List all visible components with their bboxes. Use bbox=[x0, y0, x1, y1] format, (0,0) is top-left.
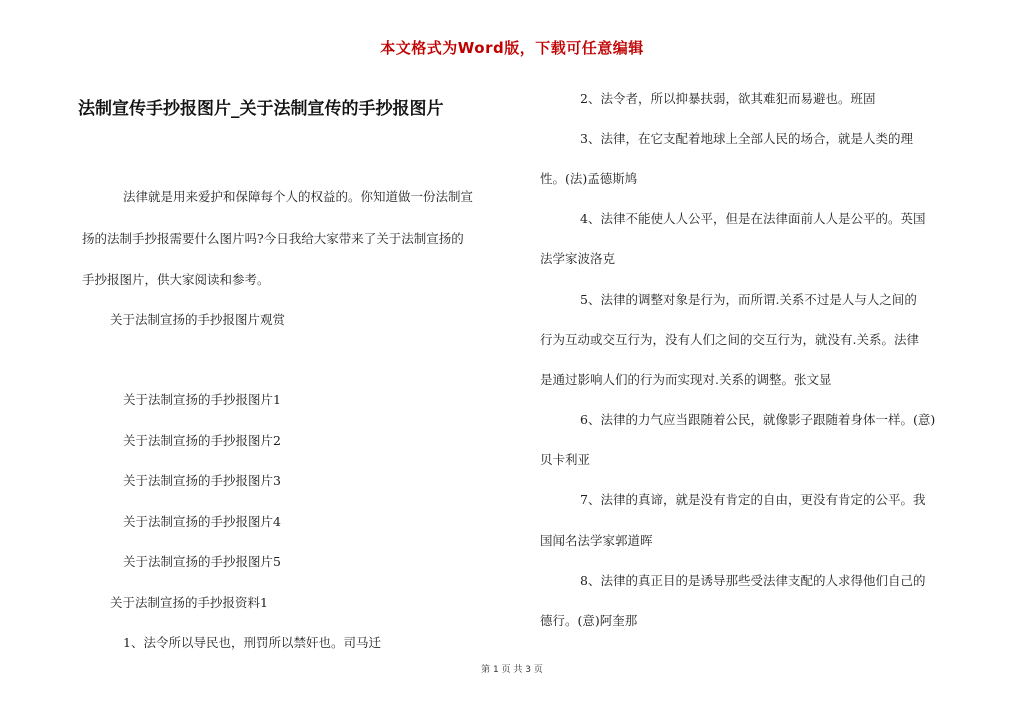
quote-line: 6、法律的力气应当跟随着公民，就像影子跟随着身体一样。(意) bbox=[580, 412, 936, 427]
intro-paragraph-line: 扬的法制手抄报需要什么图片吗?今日我给大家带来了关于法制宣扬的 bbox=[82, 231, 464, 246]
quote-line: 德行。(意)阿奎那 bbox=[540, 613, 638, 628]
quote-line: 8、法律的真正目的是诱导那些受法律支配的人求得他们自己的 bbox=[580, 573, 926, 588]
quote-line: 国闻名法学家郭道晖 bbox=[540, 533, 653, 548]
image-caption: 关于法制宣扬的手抄报图片4 bbox=[123, 514, 281, 529]
quote-line: 行为互动或交互行为，没有人们之间的交互行为，就没有.关系。法律 bbox=[540, 332, 919, 347]
gallery-heading: 关于法制宣扬的手抄报图片观赏 bbox=[110, 312, 286, 327]
edit-notice-banner: 本文格式为Word版，下载可任意编辑 bbox=[380, 39, 644, 57]
image-caption: 关于法制宣扬的手抄报图片1 bbox=[123, 392, 281, 407]
quote-line: 5、法律的调整对象是行为，而所谓.关系不过是人与人之间的 bbox=[580, 292, 917, 307]
quote-line: 法学家波洛克 bbox=[540, 251, 616, 266]
image-caption: 关于法制宣扬的手抄报图片2 bbox=[123, 433, 281, 448]
quote-line: 性。(法)孟德斯鸠 bbox=[540, 171, 638, 186]
intro-paragraph-line: 手抄报图片，供大家阅读和参考。 bbox=[82, 272, 270, 287]
quote-line: 7、法律的真谛，就是没有肯定的自由，更没有肯定的公平。我 bbox=[580, 492, 926, 507]
quote-line: 2、法令者，所以抑暴扶弱，欲其难犯而易避也。班固 bbox=[580, 91, 876, 106]
intro-paragraph-line: 法律就是用来爱护和保障每个人的权益的。你知道做一份法制宣 bbox=[123, 189, 474, 204]
quote-line: 4、法律不能使人人公平，但是在法律面前人人是公平的。英国 bbox=[580, 211, 926, 226]
image-caption: 关于法制宣扬的手抄报图片3 bbox=[123, 473, 281, 488]
quote-line: 是通过影响人们的行为而实现对.关系的调整。张文显 bbox=[540, 372, 832, 387]
image-caption: 关于法制宣扬的手抄报图片5 bbox=[123, 554, 281, 569]
quote-line: 3、法律，在它支配着地球上全部人民的场合，就是人类的理 bbox=[580, 131, 913, 146]
material-heading: 关于法制宣扬的手抄报资料1 bbox=[110, 595, 268, 610]
document-title: 法制宣传手抄报图片_关于法制宣传的手抄报图片 bbox=[78, 99, 444, 119]
quote-line: 贝卡利亚 bbox=[540, 452, 591, 467]
page-number-footer: 第 1 页 共 3 页 bbox=[481, 665, 543, 675]
quote-line: 1、法令所以导民也，刑罚所以禁奸也。司马迁 bbox=[123, 635, 381, 650]
